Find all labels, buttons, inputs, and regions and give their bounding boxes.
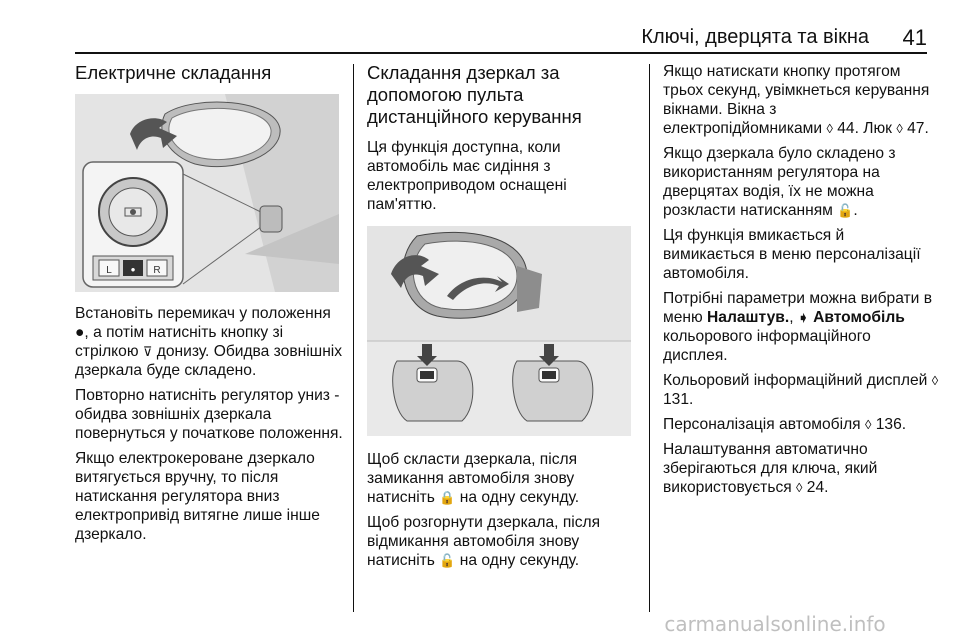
page-number: 41 [902,25,927,50]
arrow-down-icon: ⊽ [142,344,153,359]
unlock-icon: 🔓 [837,203,854,218]
arrow-icon: ➧ [797,310,809,325]
col1-paragraph-1: Встановіть перемикач у положення ●, а потім натисніть кнопку зі стрілкою ⊽ донизу. Обидва зовнішніх дзеркала буде складено. [75,305,343,379]
menu-vehicle-label: Автомобіль [813,309,905,326]
col3-paragraph-7: Налаштування автоматично зберігаються для ключа, який використовується ◊ 24. [663,441,878,496]
section-title: Ключі, дверцята та вікна [641,26,869,48]
col3-paragraph-2: Якщо дзеркала було складено з використанням регулятора на дверцятах водія, їх не можна розкласти натисканням 🔓. [663,145,896,219]
reference-icon: ◊ [796,480,803,495]
col3-paragraph-1: Якщо натискати кнопку протягом трьох секунд, увімкнеться керування вікнами. Вікна з електропідйомниками ◊ 44. Люк ◊ 47. [663,63,930,137]
col1-paragraph-3: Якщо електрокероване дзеркало витягується вручну, то після натискання регулятора вниз електропривід витягне лише інше дзеркало. [75,450,320,543]
mirror-switch-illustration [75,94,339,292]
heading-remote-folding: Складання дзеркал за допомогою пульта дистанційного керування [367,62,582,127]
header-rule [75,52,927,54]
column-3 [663,62,939,503]
reference-icon: ◊ [826,121,833,136]
dot-symbol: ● [75,324,85,341]
col2-paragraph-2: Щоб розгорнути дзеркала, після відмикання автомобіля знову натисніть 🔓 на одну секунду. [367,514,601,569]
mirror-switch-figure [75,94,339,292]
reference-icon: ◊ [896,121,903,136]
menu-settings-label: Налаштув. [707,309,790,326]
switch-label-mid: • [130,262,136,277]
col1-paragraph-2: Повторно натисніть регулятор униз - обидва зовнішніх дзеркала повернуться у початкове положення. [75,387,343,442]
col3-paragraph-5: Кольоровий інформаційний дисплей ◊ 131. [663,372,939,408]
switch-label-left: L [106,265,112,276]
column-2 [367,62,639,576]
page-header [75,14,927,50]
col3-paragraph-4: Потрібні параметри можна вибрати в меню Налаштув., ➧ Автомобіль кольорового інформаційного дисплея. [663,290,933,364]
remote-key-illustration [367,226,631,436]
col2-intro: Ця функція доступна, коли автомобіль має сидіння з електроприводом оснащені пам'яттю. [367,139,567,213]
remote-fold-figure [367,226,631,436]
switch-label-right: R [153,265,161,276]
lock-icon: 🔒 [439,490,456,505]
reference-icon: ◊ [864,417,872,432]
watermark: carmanualsonline.info [664,612,886,636]
col3-paragraph-3: Ця функція вмикається й вимикається в меню персоналізації автомобіля. [663,227,921,282]
col2-paragraph-1: Щоб скласти дзеркала, після замикання автомобіля знову натисніть 🔒 на одну секунду. [367,451,580,506]
unlock-icon: 🔓 [439,553,456,568]
reference-icon: ◊ [931,373,939,388]
column-divider-2 [649,64,650,612]
column-divider-1 [353,64,354,612]
col3-paragraph-6: Персоналізація автомобіля ◊ 136. [663,416,907,433]
column-1 [75,62,347,550]
heading-electric-folding: Електричне складання [75,62,272,83]
